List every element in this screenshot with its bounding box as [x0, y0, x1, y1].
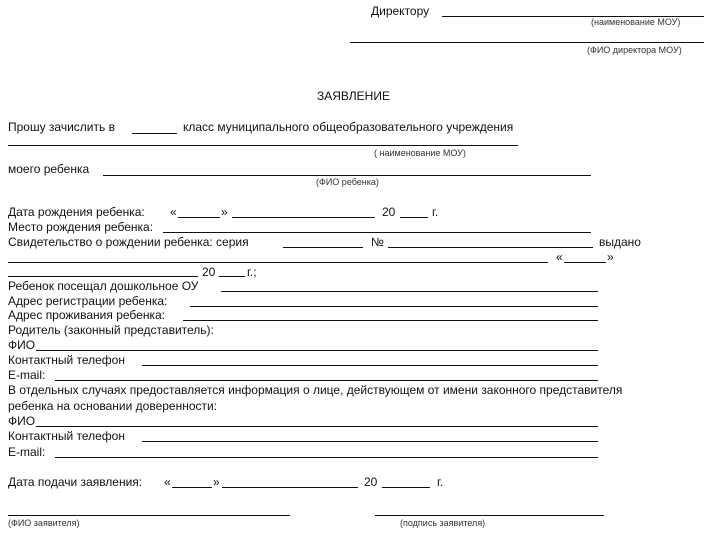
applicant-signature-line[interactable] [375, 515, 604, 516]
birth-place-label: Место рождения ребенка: [8, 220, 154, 234]
number-sign: № [371, 235, 384, 249]
issued-year-prefix: 20 [202, 265, 216, 279]
child-name-line[interactable] [103, 175, 591, 176]
birth-year-line[interactable] [400, 217, 428, 218]
preschool-label: Ребенок посещал дошкольное ОУ [8, 279, 199, 293]
school-name-line[interactable] [8, 145, 518, 146]
submit-date-label: Дата подачи заявления: [8, 475, 143, 489]
live-address-label: Адрес проживания ребенка: [8, 308, 165, 322]
proxy-line-1: В отдельных случаях предоставляется информация о лице, действующем от имени законного представителя [8, 383, 623, 397]
grade-line[interactable] [132, 133, 177, 134]
parent-phone-label: Контактный телефон [8, 353, 125, 367]
birth-place-line[interactable] [163, 232, 591, 233]
submit-quote-close: » [213, 475, 220, 489]
issued-quote-close: » [607, 250, 614, 264]
director-name-hint: (ФИО директора МОУ) [587, 45, 682, 55]
certificate-number-line[interactable] [388, 247, 593, 248]
document-title: ЗАЯВЛЕНИЕ [317, 89, 390, 103]
submit-year-suffix: г. [437, 475, 444, 489]
proxy-line-2: ребенка на основании доверенности: [8, 399, 218, 413]
issued-label: выдано [599, 235, 641, 249]
school-name-hint: (наименование МОУ) [591, 17, 681, 27]
submit-month-line[interactable] [222, 487, 358, 488]
reg-address-line[interactable] [190, 306, 598, 307]
director-name-line[interactable] [350, 42, 704, 43]
submit-year-line[interactable] [382, 487, 430, 488]
submit-year-prefix: 20 [364, 475, 378, 489]
issued-quote-open: « [556, 250, 563, 264]
proxy-email-line[interactable] [55, 457, 598, 458]
submit-quote-open: « [164, 475, 171, 489]
year-prefix: 20 [382, 205, 396, 219]
certificate-label: Свидетельство о рождении ребенка: серия [8, 235, 249, 249]
year-suffix: г. [432, 205, 439, 219]
my-child-label: моего ребенка [8, 162, 90, 176]
parent-email-label: E-mail: [8, 368, 46, 382]
proxy-fio-line[interactable] [36, 426, 598, 427]
reg-address-label: Адрес регистрации ребенка: [8, 294, 168, 308]
preschool-line[interactable] [221, 291, 598, 292]
enroll-prefix: Прошу зачислить в [8, 120, 115, 134]
issued-month-line[interactable] [8, 276, 198, 277]
parent-phone-line[interactable] [142, 365, 598, 366]
parent-fio-label: ФИО [8, 338, 36, 352]
submit-day-line[interactable] [172, 487, 212, 488]
parent-email-line[interactable] [55, 380, 598, 381]
applicant-name-hint: (ФИО заявителя) [8, 518, 80, 528]
director-label: Директору [371, 4, 430, 18]
birth-month-line[interactable] [232, 217, 375, 218]
applicant-name-line[interactable] [8, 515, 290, 516]
issued-year-line[interactable] [219, 276, 245, 277]
quote-close: » [221, 205, 228, 219]
school-name-hint-body: ( наименование МОУ) [374, 148, 466, 158]
parent-fio-line[interactable] [36, 350, 598, 351]
issued-by-line[interactable] [8, 262, 548, 263]
proxy-email-label: E-mail: [8, 445, 46, 459]
proxy-fio-label: ФИО [8, 414, 36, 428]
proxy-phone-line[interactable] [142, 441, 598, 442]
birth-date-label: Дата рождения ребенка: [8, 205, 145, 219]
child-name-hint: (ФИО ребенка) [316, 177, 379, 187]
birth-day-line[interactable] [178, 217, 220, 218]
issued-year-suffix: г.; [247, 265, 257, 279]
enroll-suffix: класс муниципального общеобразовательного учреждения [183, 120, 514, 134]
live-address-line[interactable] [183, 320, 598, 321]
issued-day-line[interactable] [564, 262, 606, 263]
applicant-signature-hint: (подпись заявителя) [400, 518, 486, 528]
certificate-series-line[interactable] [283, 247, 363, 248]
parent-label: Родитель (законный представитель): [8, 323, 214, 337]
proxy-phone-label: Контактный телефон [8, 429, 125, 443]
quote-open: « [170, 205, 177, 219]
